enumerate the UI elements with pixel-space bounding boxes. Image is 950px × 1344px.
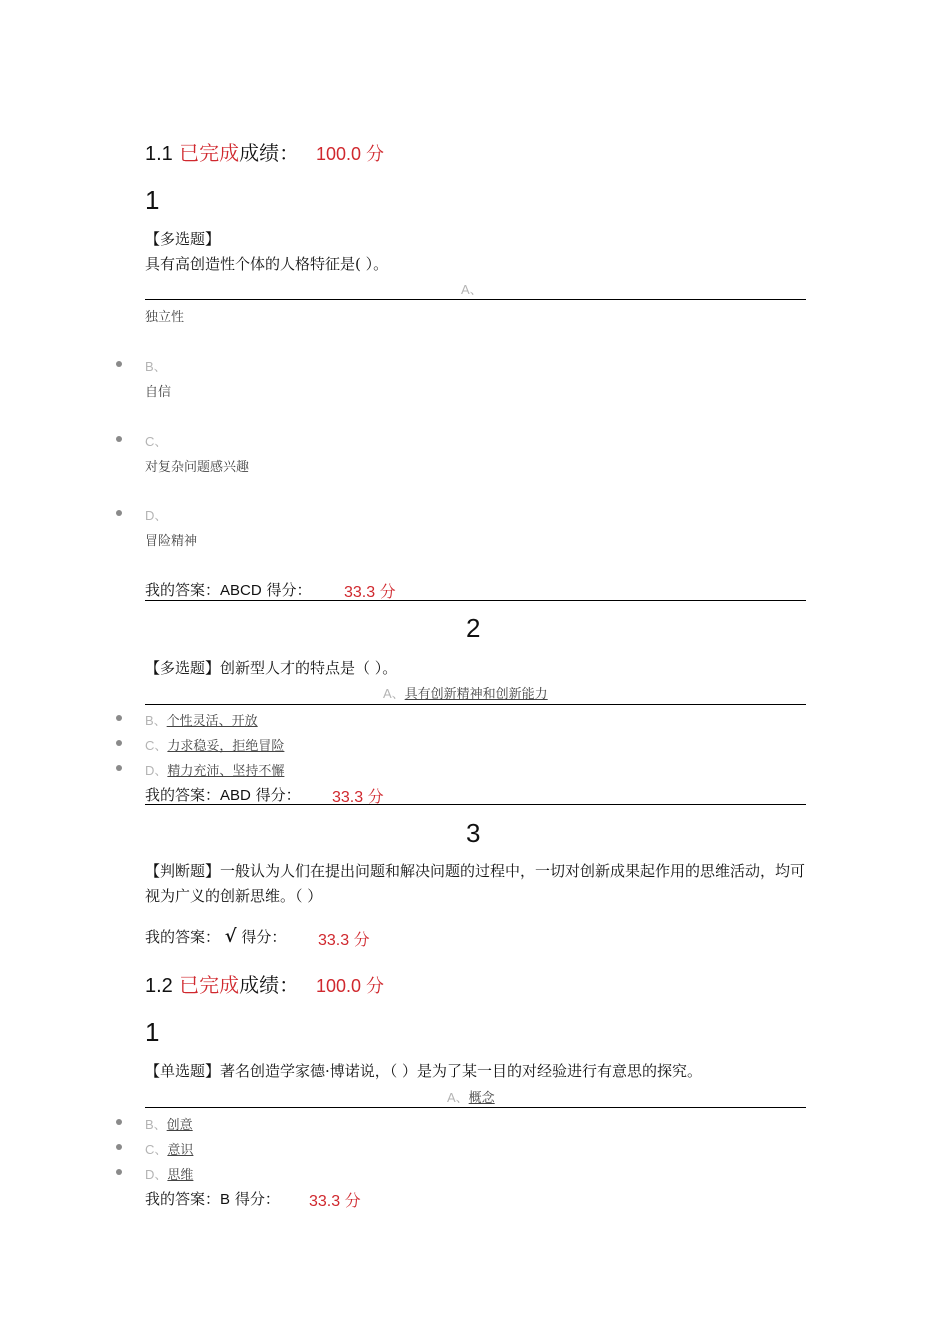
option-letter: B、 <box>145 713 167 728</box>
my-answer <box>145 926 286 947</box>
answer-label: 我的答案： <box>145 786 221 804</box>
option-line[interactable] <box>383 683 548 702</box>
section-score-label: 成绩： <box>239 141 300 165</box>
question-type: 【多选题】 <box>145 659 221 677</box>
question-text: 具有高创造性个体的人格特征是( ）。 <box>145 255 389 273</box>
option-letter: D、 <box>145 1167 168 1182</box>
option-letter: A、 <box>461 282 483 297</box>
option-letter: B、 <box>145 1117 167 1132</box>
bullet <box>116 765 122 771</box>
bullet <box>116 436 122 442</box>
question-type: 【判断题】 <box>145 862 221 880</box>
bullet <box>116 361 122 367</box>
option-text: 创意 <box>166 1118 193 1133</box>
option-line[interactable] <box>145 1164 193 1183</box>
bullet <box>116 715 122 721</box>
option-line[interactable] <box>145 1114 193 1133</box>
option-letter: A、 <box>447 1090 469 1105</box>
answer-value: B <box>220 1191 231 1208</box>
score-label: 得分： <box>266 581 312 599</box>
section-status: 已完成 <box>179 141 240 165</box>
question-text <box>145 657 397 678</box>
answer-label: 我的答案： <box>145 581 221 599</box>
question-number: 1 <box>145 1017 160 1047</box>
question-score: 33.3 分 <box>318 932 370 949</box>
option-text: 精力充沛、坚持不懈 <box>167 764 285 779</box>
question-number: 2 <box>466 613 481 643</box>
my-answer <box>145 1188 280 1209</box>
option-text[interactable]: 独立性 <box>145 310 185 325</box>
question-body: 一般认为人们在提出问题和解决问题的过程中，一切对创新成果起作用的思维活动，均可视为广义的创新思维。（ ） <box>145 862 806 905</box>
question-type: 【单选题】 <box>145 1062 221 1080</box>
option-text: 具有创新精神和创新能力 <box>404 687 548 702</box>
divider <box>145 1107 806 1108</box>
bullet <box>116 510 122 516</box>
option-letter: A、 <box>383 686 405 701</box>
question-text <box>145 859 810 909</box>
score-label: 得分： <box>234 1190 280 1208</box>
option-letter: C、 <box>145 1142 168 1157</box>
option-text: 力求稳妥，拒绝冒险 <box>167 739 285 754</box>
option-line[interactable] <box>145 735 284 754</box>
divider <box>145 600 806 601</box>
question-body: 著名创造学家德·博诺说，（ ）是为了某一目的对经验进行有意思的探究。 <box>220 1062 703 1080</box>
option-letter: D、 <box>145 508 168 523</box>
answer-label: 我的答案： <box>145 1190 221 1208</box>
score-label: 得分： <box>255 786 301 804</box>
my-answer <box>145 579 312 600</box>
section-score: 100.0 分 <box>316 976 385 996</box>
bullet <box>116 1169 122 1175</box>
question-text <box>145 1060 702 1081</box>
option-text: 意识 <box>167 1143 194 1158</box>
bullet <box>116 740 122 746</box>
section-status: 已完成 <box>179 973 240 997</box>
section-score-label: 成绩： <box>239 973 300 997</box>
option-line[interactable] <box>145 1139 193 1158</box>
divider <box>145 804 806 805</box>
answer-label: 我的答案： <box>145 928 221 946</box>
answer-value: ABD <box>220 787 251 804</box>
option-text: 思维 <box>167 1168 194 1183</box>
divider <box>145 704 806 705</box>
question-number: 3 <box>466 818 481 848</box>
option-text[interactable]: 冒险精神 <box>145 534 198 549</box>
section-number: 1.2 <box>145 975 173 997</box>
option-letter: C、 <box>145 434 168 449</box>
option-text[interactable]: 对复杂问题感兴趣 <box>145 460 250 475</box>
question-number: 1 <box>145 185 160 215</box>
section-header <box>145 137 299 166</box>
question-score: 33.3 分 <box>344 584 396 601</box>
divider <box>145 299 806 300</box>
checkmark-icon: √ <box>224 926 237 947</box>
section-number: 1.1 <box>145 143 173 165</box>
option-text: 概念 <box>468 1091 495 1106</box>
my-answer <box>145 784 301 805</box>
question-type: 【多选题】 <box>145 230 221 248</box>
option-text: 个性灵活、开放 <box>166 714 258 729</box>
option-line[interactable] <box>145 760 284 779</box>
question-body: 创新型人才的特点是（ ）。 <box>220 659 398 677</box>
question-score: 33.3 分 <box>309 1193 361 1210</box>
bullet <box>116 1119 122 1125</box>
section-score: 100.0 分 <box>316 144 385 164</box>
option-letter: C、 <box>145 738 168 753</box>
bullet <box>116 1144 122 1150</box>
option-text[interactable]: 自信 <box>145 385 172 400</box>
option-letter: D、 <box>145 763 168 778</box>
question-score: 33.3 分 <box>332 789 384 806</box>
answer-value: ABCD <box>220 582 262 599</box>
score-label: 得分： <box>241 928 287 946</box>
option-line[interactable] <box>145 710 258 729</box>
option-line[interactable] <box>447 1087 495 1106</box>
option-letter: B、 <box>145 359 167 374</box>
section-header <box>145 969 299 998</box>
